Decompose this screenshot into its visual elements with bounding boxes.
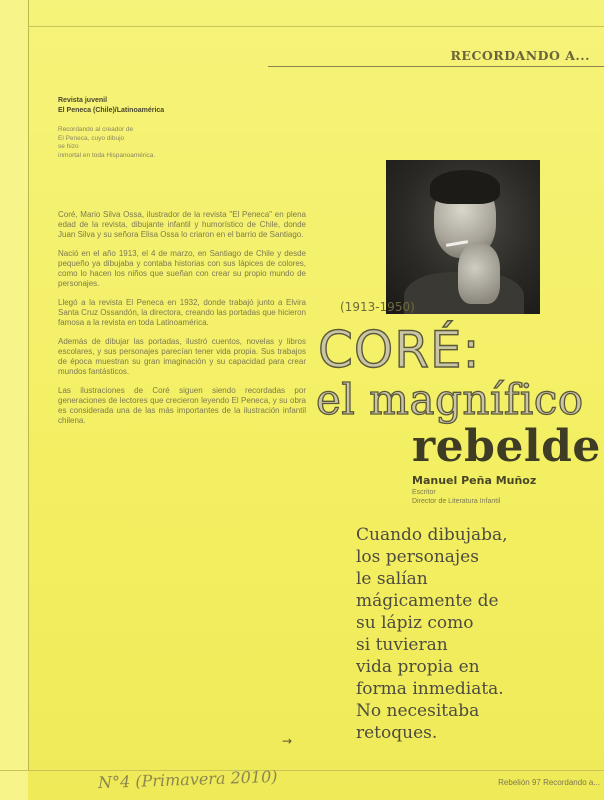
- source-meta: [58, 126, 198, 160]
- frame-line-top: [28, 26, 604, 27]
- pull-quote-line: su lápiz como: [356, 613, 474, 633]
- body-paragraph: Las ilustraciones de Coré siguen siendo recordadas por generaciones de lectores que crecieron leyendo El Peneca, y su obra es considerada una de las más importantes de la ilustración infantil chilena.: [58, 386, 306, 425]
- photo-hand: [458, 244, 500, 304]
- body-paragraph: Coré, Mario Silva Ossa, ilustrador de la revista "El Peneca" en plena edad de la revista, dibujante infantil y humorístico de Chile, donde Juan Silva y su señora Elisa Ossa lo criaron en el barrio de Santiago.: [58, 210, 306, 239]
- source-block: [58, 96, 198, 160]
- headline-line-1: CORÉ:: [318, 321, 481, 379]
- pull-quote-line: le salían: [356, 569, 428, 589]
- author-role-line: Director de Literatura Infantil: [412, 498, 501, 505]
- body-paragraph: Además de dibujar las portadas, ilustró cuentos, novelas y libros escolares, y sus personajes parecían tener vida propia. Sus trabajos de época muestran su gran imaginación y su capacidad para crear mundos fantásticos.: [58, 337, 306, 376]
- author-role: [412, 488, 500, 506]
- author-portrait-photo: [386, 160, 540, 314]
- photo-hair: [430, 170, 500, 204]
- frame-line-vertical: [28, 0, 29, 770]
- life-years: (1913-1950): [340, 300, 415, 314]
- pull-quote-line: vida propia en: [356, 657, 480, 677]
- pull-quote-line: los personajes: [356, 547, 479, 567]
- handwritten-note: N°4 (Primavera 2010): [97, 766, 278, 793]
- pull-quote-line: Cuando dibujaba,: [356, 525, 508, 545]
- source-meta-line: El Peneca, cuyo dibujo: [58, 134, 125, 142]
- article-body: [58, 210, 306, 435]
- body-paragraph: Nació en el año 1913, el 4 de marzo, en Santiago de Chile y desde pequeño ya dibujaba y contaba historias con sus lápices de colores, como lo hacen los niños que sueñan con crear su propio mundo de personajes.: [58, 249, 306, 288]
- headline-line-3: rebelde: [412, 421, 601, 472]
- headline-line-2: el magnífico: [316, 375, 584, 424]
- source-title: Revista juvenil: [58, 97, 108, 104]
- author-role-line: Escritor: [412, 489, 436, 496]
- body-paragraph: Llegó a la revista El Peneca en 1932, donde trabajó junto a Elvira Santa Cruz Ossandón, la directora, creando las portadas que hicieron famosa a la revista en toda Latinoamérica.: [58, 298, 306, 327]
- author-name: Manuel Peña Muñoz: [412, 474, 537, 487]
- continue-arrow-icon: →: [282, 734, 293, 748]
- section-rule: [268, 66, 604, 67]
- source-meta-line: se hizo: [58, 143, 79, 150]
- pull-quote-line: No necesitaba: [356, 701, 480, 721]
- source-meta-line: Recordando al creador de: [58, 126, 134, 133]
- source-meta-line: inmortal en toda Hispanoamérica.: [58, 151, 156, 159]
- pull-quote-line: retoques.: [356, 723, 438, 743]
- section-label: RECORDANDO A...: [450, 48, 590, 63]
- page-folio: Rebelión 97 Recordando a...: [498, 778, 600, 787]
- pull-quote-line: forma inmediata.: [356, 679, 504, 699]
- page-edge: [0, 0, 28, 800]
- frame-line-bottom: [0, 770, 604, 771]
- pull-quote-line: si tuvieran: [356, 635, 448, 655]
- source-subtitle: El Peneca (Chile)/Latinoamérica: [58, 107, 165, 114]
- pull-quote-line: mágicamente de: [356, 591, 499, 611]
- pull-quote: [356, 524, 596, 744]
